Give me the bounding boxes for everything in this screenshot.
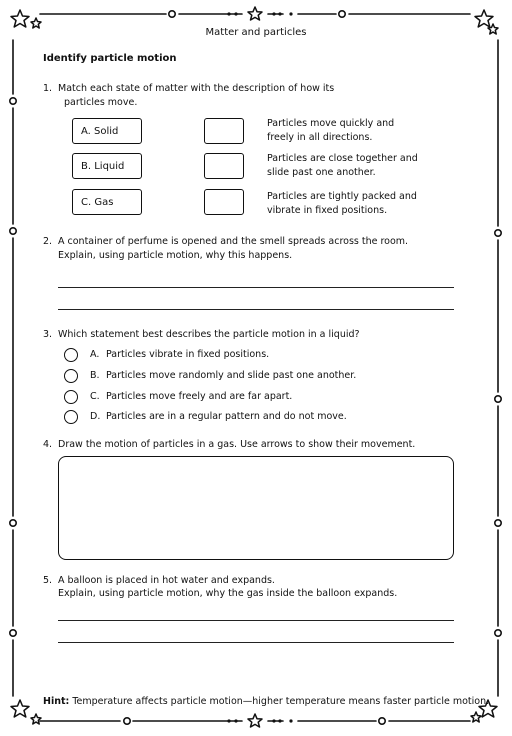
- match-answer-box[interactable]: [204, 153, 244, 179]
- option-b-radio[interactable]: [64, 369, 78, 383]
- hint: [43, 696, 489, 707]
- description-line: Particles are close together and: [267, 153, 418, 164]
- q4-number: 4.: [43, 439, 53, 450]
- q5-line2: Explain, using particle motion, why the gas inside the balloon expands.: [58, 588, 398, 599]
- answer-line[interactable]: [58, 642, 454, 643]
- q1-prompt-line2: particles move.: [64, 97, 138, 108]
- option-c-text: Particles move freely and are far apart.: [106, 391, 293, 402]
- match-answer-box[interactable]: [204, 189, 244, 215]
- hint-label: Hint:: [43, 696, 70, 707]
- answer-line[interactable]: [58, 620, 454, 621]
- description-2: [267, 152, 418, 179]
- option-c-letter: C.: [90, 391, 100, 402]
- option-b-text: Particles move randomly and slide past one another.: [106, 370, 357, 381]
- description-line: vibrate in fixed positions.: [267, 204, 388, 216]
- option-d-text: Particles are in a regular pattern and do not move.: [106, 411, 347, 422]
- option-d-letter: D.: [90, 411, 101, 422]
- description-line: Particles are tightly packed and: [267, 191, 417, 202]
- option-d-radio[interactable]: [64, 410, 78, 424]
- worksheet-title: Matter and particles: [205, 27, 307, 38]
- description-line: Particles move quickly and: [267, 118, 395, 129]
- q4-prompt: Draw the motion of particles in a gas. Use arrows to show their movement.: [58, 439, 416, 450]
- q2-line2: Explain, using particle motion, why this happens.: [58, 250, 293, 261]
- q3-prompt: Which statement best describes the particle motion in a liquid?: [58, 329, 360, 340]
- q1-prompt-line1: Match each state of matter with the description of how its: [58, 83, 335, 94]
- option-b-letter: B.: [90, 370, 100, 381]
- option-a-radio[interactable]: [64, 348, 78, 362]
- hint-text: Temperature affects particle motion—higher temperature means faster particle motion.: [69, 696, 490, 707]
- description-3: [267, 190, 417, 217]
- state-box-solid[interactable]: [72, 118, 142, 144]
- option-c-radio[interactable]: [64, 390, 78, 404]
- state-box-liquid[interactable]: [72, 153, 142, 179]
- q1-number: 1.: [43, 83, 53, 94]
- option-a-letter: A.: [90, 349, 100, 360]
- description-1: [267, 117, 394, 144]
- answer-line[interactable]: [58, 309, 454, 310]
- q2-line1: A container of perfume is opened and the smell spreads across the room.: [58, 236, 409, 247]
- drawing-area[interactable]: [58, 456, 454, 560]
- state-label: C. Gas: [81, 196, 114, 208]
- match-answer-box[interactable]: [204, 118, 244, 144]
- description-line: freely in all directions.: [267, 131, 373, 143]
- answer-line[interactable]: [58, 287, 454, 288]
- state-box-gas[interactable]: [72, 189, 142, 215]
- state-label: B. Liquid: [81, 160, 125, 172]
- section-title: Identify particle motion: [43, 53, 177, 64]
- q5-line1: A balloon is placed in hot water and expands.: [58, 575, 275, 586]
- description-line: slide past one another.: [267, 166, 376, 178]
- q2-number: 2.: [43, 236, 53, 247]
- state-label: A. Solid: [81, 125, 119, 137]
- q5-number: 5.: [43, 575, 53, 586]
- q3-number: 3.: [43, 329, 53, 340]
- option-a-text: Particles vibrate in fixed positions.: [106, 349, 270, 360]
